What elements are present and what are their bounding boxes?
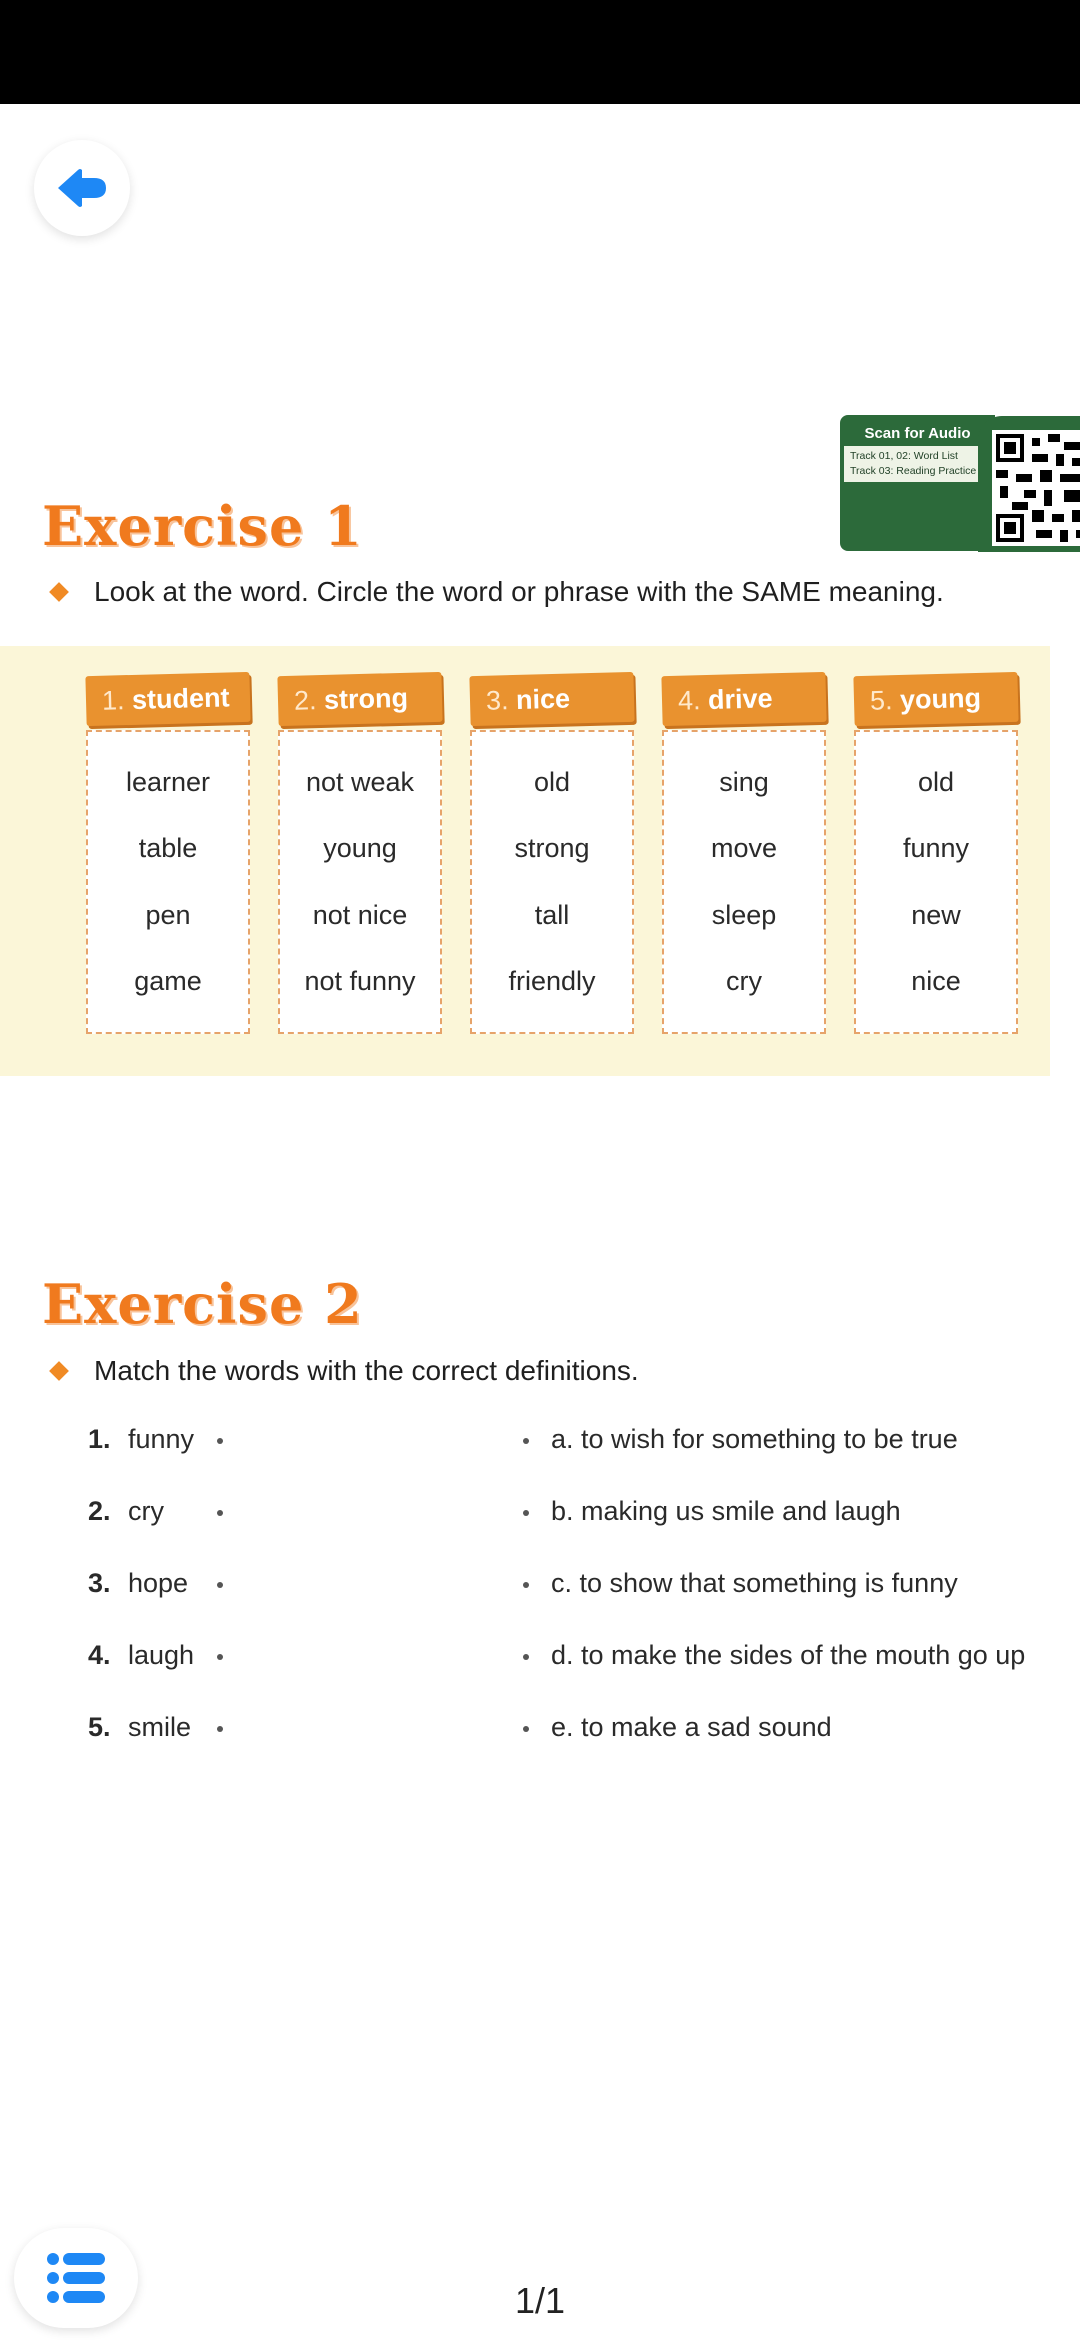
audio-header: Scan for Audio [864,425,971,442]
options-box [470,730,634,1034]
match-word-4: 4. laugh [88,1640,195,1670]
option[interactable]: funny [902,833,970,864]
option[interactable]: sleep [711,899,777,930]
match-dot-left[interactable] [217,1654,223,1660]
column-label: 3. nice [469,672,634,726]
option[interactable]: pen [145,899,191,930]
exercise-2-instruction: Match the words with the correct definitions. [48,1355,639,1387]
match-word-1: 1. funny [88,1424,195,1454]
match-dot-left[interactable] [217,1726,223,1732]
exercise-2-title: Exercise 2 [42,1272,363,1336]
options-box [854,730,1018,1034]
word-column-5 [854,674,1018,1034]
back-arrow-icon [50,156,114,220]
option[interactable]: old [917,767,955,798]
option[interactable]: friendly [508,965,596,996]
match-word-2: 2. cry [88,1496,164,1526]
option[interactable]: not weak [305,767,415,798]
option[interactable]: old [533,767,571,798]
option[interactable]: game [134,965,202,996]
options-box [278,730,442,1034]
option[interactable]: tall [534,899,570,930]
option[interactable]: learner [125,767,211,798]
option[interactable]: move [710,833,778,864]
options-box [662,730,826,1034]
option[interactable]: nice [911,965,961,996]
exercise-1-title: Exercise 1 [42,494,363,558]
option[interactable]: young [323,833,397,864]
match-dot-right[interactable] [523,1438,529,1444]
option[interactable]: not funny [304,965,416,996]
match-dot-left[interactable] [217,1510,223,1516]
column-label: 2. strong [277,672,442,726]
option[interactable]: sing [719,767,769,798]
match-dot-right[interactable] [523,1726,529,1732]
match-word-3: 3. hope [88,1568,189,1598]
back-button[interactable] [34,140,130,236]
definition-a: a. to wish for something to be true [551,1424,958,1454]
definition-e: e. to make a sad sound [551,1712,832,1742]
status-bar [0,0,1080,104]
audio-track-1: Track 01, 02: Word List [850,450,958,462]
option[interactable]: table [138,833,198,864]
word-column-2 [278,674,442,1034]
match-dot-right[interactable] [523,1582,529,1588]
definition-c: c. to show that something is funny [551,1568,958,1598]
word-column-4 [662,674,826,1034]
definition-b: b. making us smile and laugh [551,1496,901,1526]
match-dot-right[interactable] [523,1510,529,1516]
column-label: 5. young [853,672,1018,726]
qr-code-icon[interactable] [992,430,1080,546]
audio-track-2: Track 03: Reading Practice [850,465,977,477]
match-dot-right[interactable] [523,1654,529,1660]
match-word-5: 5. smile [88,1712,192,1742]
match-dot-left[interactable] [217,1582,223,1588]
option[interactable]: not nice [312,899,408,930]
option[interactable]: strong [514,833,590,864]
column-label: 4. drive [661,672,826,726]
page-indicator: 1/1 [514,2280,566,2321]
options-box [86,730,250,1034]
audio-card[interactable] [840,415,995,551]
definition-d: d. to make the sides of the mouth go up [551,1640,1026,1670]
match-dot-left[interactable] [217,1438,223,1444]
option[interactable]: new [911,899,961,930]
bullet-diamond-icon [49,582,69,602]
option[interactable]: cry [726,965,762,996]
bullet-diamond-icon [49,1361,69,1381]
word-column-3 [470,674,634,1034]
column-label: 1. student [85,672,250,726]
exercise-1-instruction: Look at the word. Circle the word or phrase with the SAME meaning. [48,576,944,608]
word-column-1 [86,674,250,1034]
